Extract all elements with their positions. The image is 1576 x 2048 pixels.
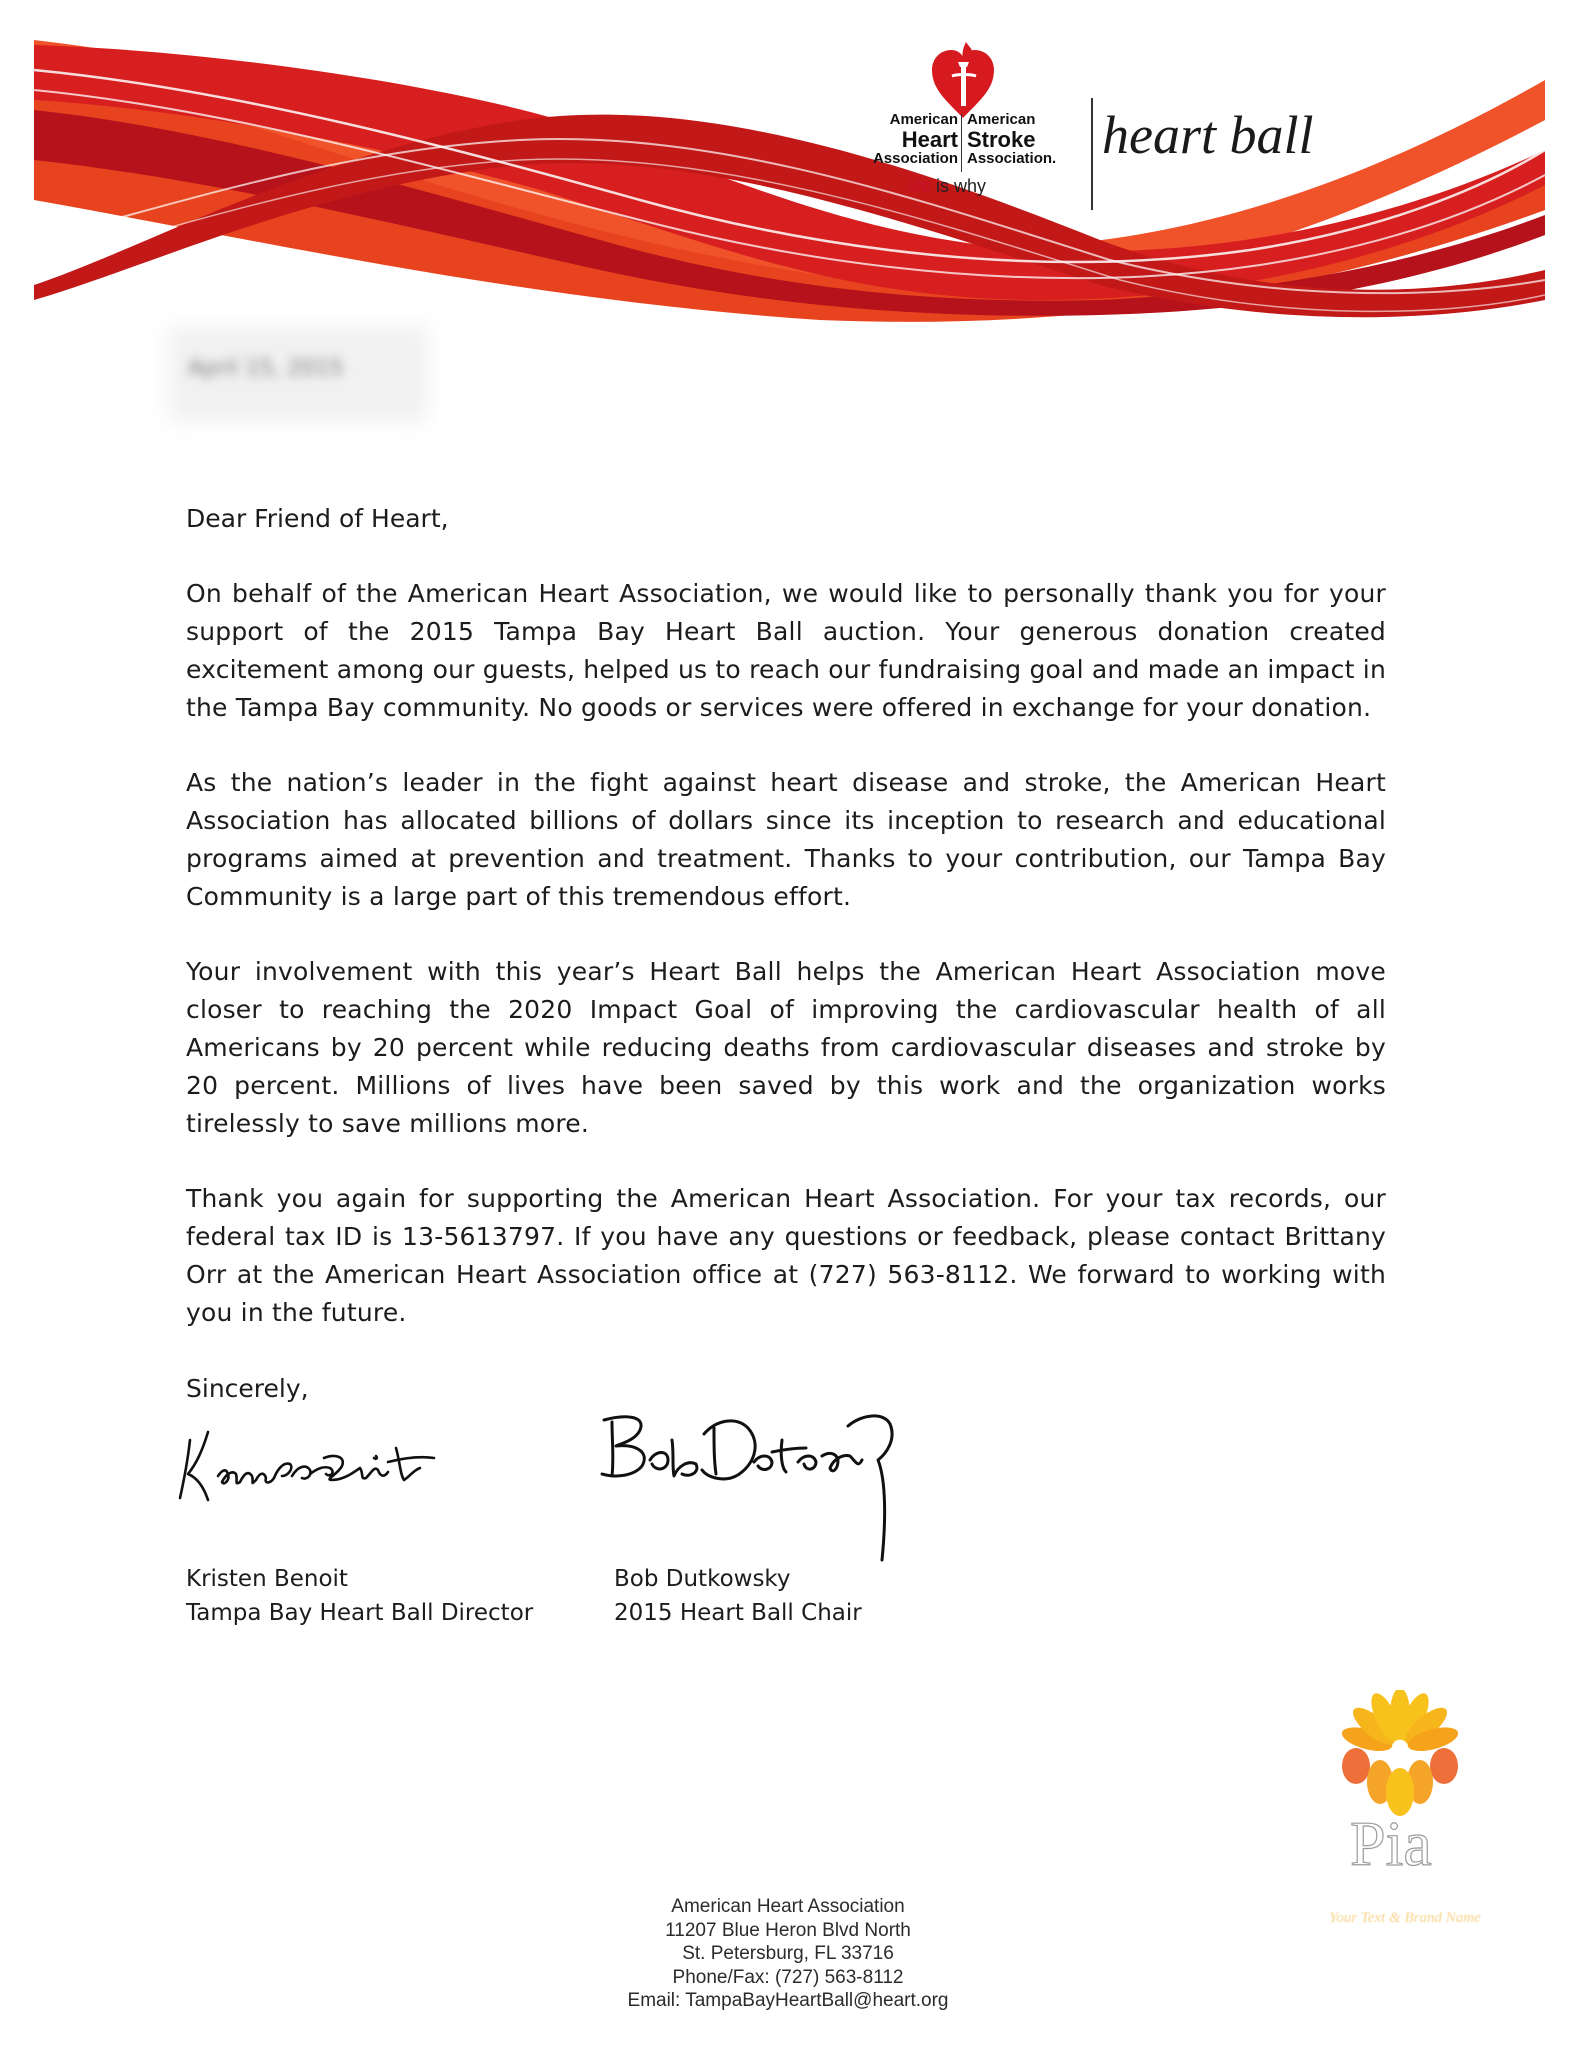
paragraph-3: Your involvement with this year’s Heart Ball helps the American Heart Association move closer to reaching the 2020 Impact Goal of improving the cardiovascular health of all Americans by 20 percent while reducing deaths from cardiovascular diseases and stroke by 20 percent. Millions of lives have been saved by this work and the organization works tirelessly to save millions more. xyxy=(186,957,1386,1138)
signer-bob-dutkowsky xyxy=(614,1562,862,1630)
paragraph-2: As the nation’s leader in the fight against heart disease and stroke, the American Heart Association has allocated billions of dollars since its inception to research and educational programs aimed at prevention and treatment. Thanks to your contribution, our Tampa Bay Community is a large part of this tremendous effort. xyxy=(186,768,1386,911)
aha-wordmark xyxy=(838,112,958,167)
aha-line-1: American xyxy=(889,111,958,128)
signer-1-name: Kristen Benoit xyxy=(186,1566,348,1592)
org-divider xyxy=(961,114,962,172)
footer-street: 11207 Blue Heron Blvd North xyxy=(665,1919,911,1941)
signer-2-title: 2015 Heart Ball Chair xyxy=(614,1600,862,1626)
asa-line-3: Association. xyxy=(967,149,1057,167)
tagline-rest: is why xyxy=(931,176,987,196)
footer-email: Email: TampaBayHeartBall@heart.org xyxy=(627,1990,949,2011)
pia-flower-logo xyxy=(1310,1690,1490,1890)
heart-torch-icon xyxy=(928,40,998,120)
letter-date: April 15, 2015 xyxy=(188,356,344,381)
footer-address xyxy=(528,1895,1048,2013)
tagline-life: life xyxy=(908,176,932,196)
letter-body xyxy=(186,500,1386,1369)
logo-divider xyxy=(1091,98,1093,210)
asa-wordmark xyxy=(967,112,1107,167)
signature-bob-dutkowsky xyxy=(586,1400,906,1570)
signer-2-name: Bob Dutkowsky xyxy=(614,1566,791,1592)
signature-kristen-benoit xyxy=(174,1418,440,1518)
asa-line-1: American xyxy=(967,111,1036,128)
signer-kristen-benoit xyxy=(186,1562,533,1630)
aha-logo-block xyxy=(830,40,1350,210)
closing: Sincerely, xyxy=(186,1374,309,1403)
signer-1-title: Tampa Bay Heart Ball Director xyxy=(186,1600,534,1626)
footer-phone: Phone/Fax: (727) 563-8112 xyxy=(672,1966,904,1988)
paragraph-1: On behalf of the American Heart Association, we would like to personally thank you for your support of the 2015 Tampa Bay Heart Ball auction. Your generous donation created excitement among our guests, helped us to reach our fundraising goal and made an impact in the Tampa Bay community. No goods or services were offered in exchange for your donation. xyxy=(186,579,1386,722)
footer-city: St. Petersburg, FL 33716 xyxy=(682,1943,894,1964)
aha-line-2: Heart xyxy=(901,126,958,152)
footer-org: American Heart Association xyxy=(671,1896,905,1917)
tagline xyxy=(908,176,986,197)
pia-text: Pia xyxy=(1350,1808,1432,1879)
paragraph-4: Thank you again for supporting the American Heart Association. For your tax records, our federal tax ID is 13-5613797. If you have any questions or feedback, please contact Brittany Orr at the American Heart Association office at (727) 563-8112. We forward to working with you in the future. xyxy=(186,1184,1386,1327)
aha-line-3: Association xyxy=(872,149,958,167)
asa-line-2: Stroke xyxy=(967,126,1036,152)
pia-tagline: Your Text & Brand Name xyxy=(1329,1910,1481,1926)
event-name-heart-ball: heart ball xyxy=(1102,105,1314,165)
salutation: Dear Friend of Heart, xyxy=(186,504,449,533)
